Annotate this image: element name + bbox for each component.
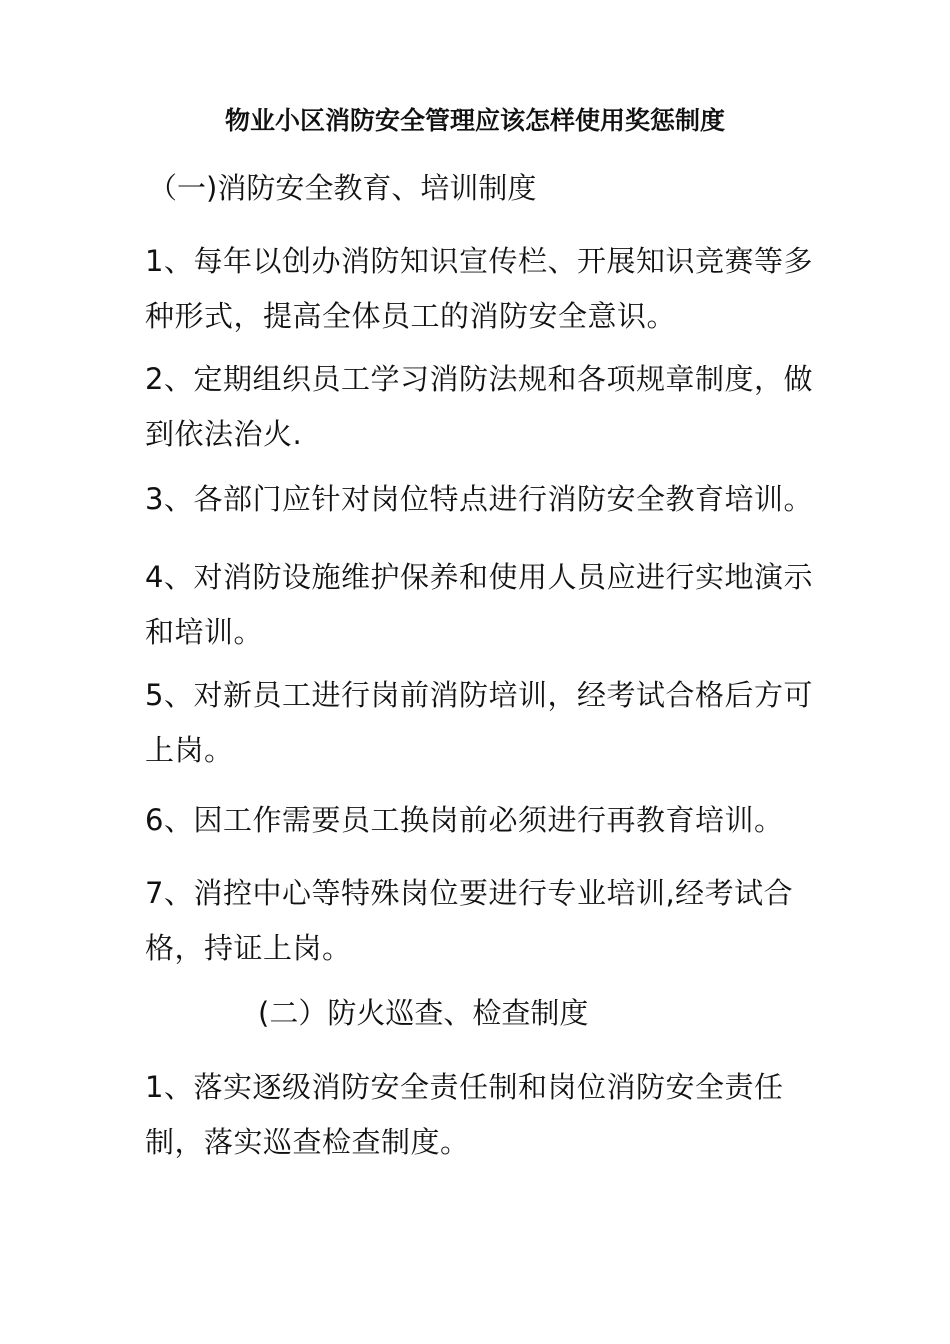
paragraph-inspection-item-1: 1、落实逐级消防安全责任制和岗位消防安全责任制，落实巡查检查制度。 <box>145 1070 784 1159</box>
paragraph-item-7: 7、消控中心等特殊岗位要进行专业培训,经考试合格，持证上岗。 <box>145 876 794 965</box>
document-title: 物业小区消防安全管理应该怎样使用奖惩制度 <box>224 106 725 135</box>
paragraph-item-4: 4、对消防设施维护保养和使用人员应进行实地演示和培训。 <box>145 560 813 649</box>
section-heading-fire-inspection: (二）防火巡查、检查制度 <box>258 996 589 1030</box>
paragraph-item-3: 3、各部门应针对岗位特点进行消防安全教育培训。 <box>145 482 813 516</box>
section-heading-education-training: （一)消防安全教育、培训制度 <box>148 171 537 205</box>
paragraph-item-1: 1、每年以创办消防知识宣传栏、开展知识竞赛等多种形式，提高全体员工的消防安全意识。 <box>145 244 813 333</box>
paragraph-item-2: 2、定期组织员工学习消防法规和各项规章制度，做到依法治火. <box>145 362 813 451</box>
paragraph-item-6: 6、因工作需要员工换岗前必须进行再教育培训。 <box>145 803 784 837</box>
paragraph-item-5: 5、对新员工进行岗前消防培训，经考试合格后方可上岗。 <box>145 678 813 767</box>
